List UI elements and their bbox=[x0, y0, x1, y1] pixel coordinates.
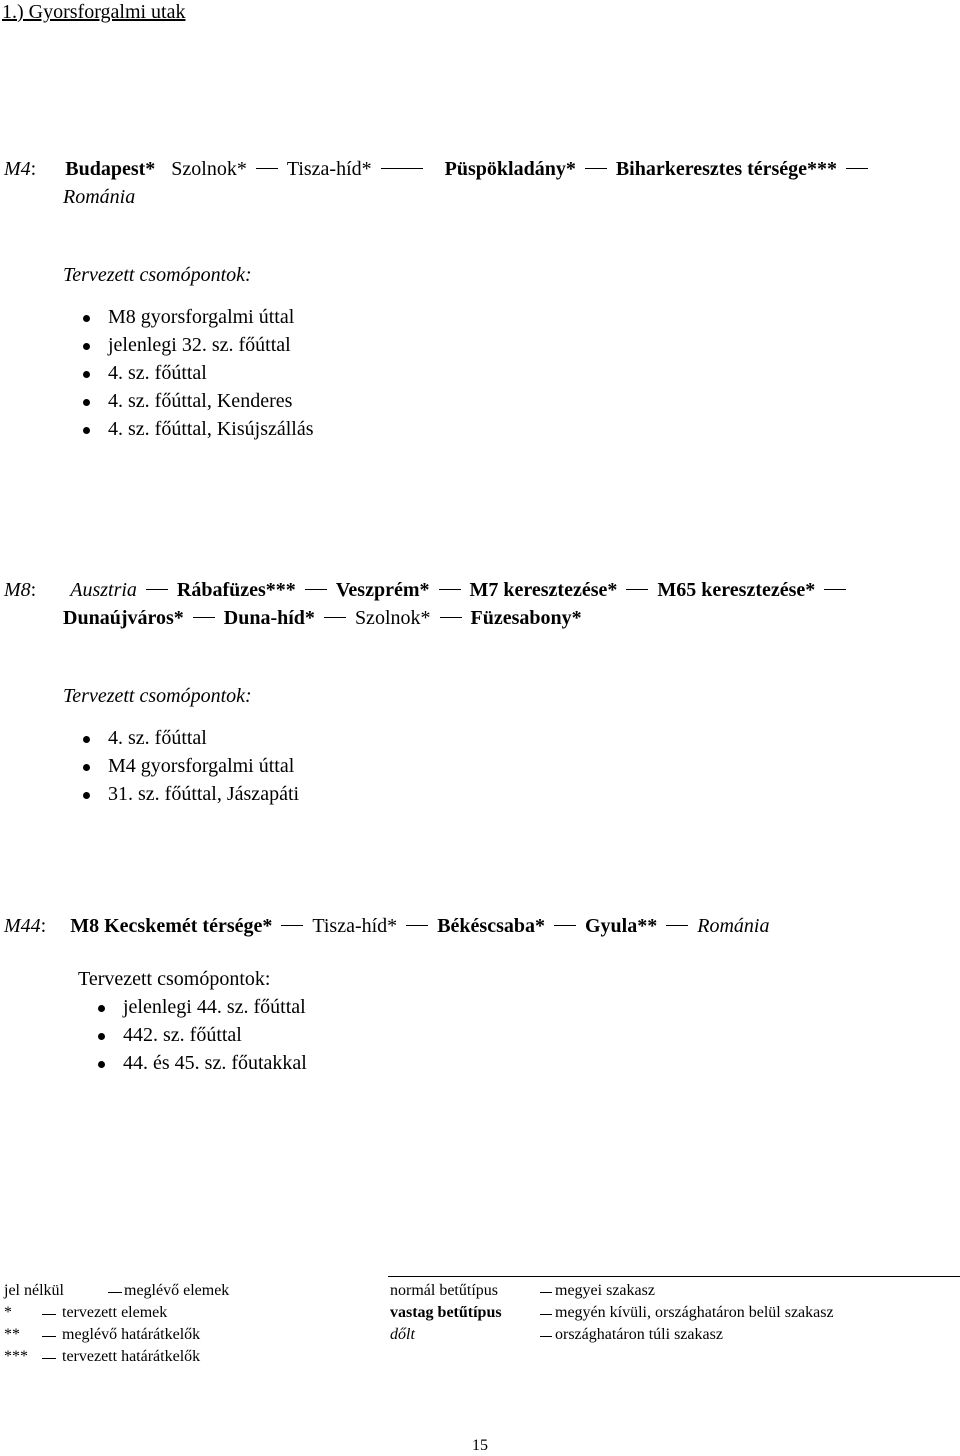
m8-stop-veszprem: Veszprém* bbox=[335, 579, 430, 601]
m8-code: M8 bbox=[4, 579, 31, 601]
route-dash bbox=[146, 589, 168, 590]
legend-dash bbox=[108, 1292, 122, 1293]
legend-desc: meglévő határátkelők bbox=[62, 1326, 201, 1343]
bullet-icon bbox=[83, 764, 90, 771]
list-item: M4 gyorsforgalmi úttal bbox=[108, 755, 295, 777]
list-item: 31. sz. főúttal, Jászapáti bbox=[108, 783, 300, 805]
route-dash bbox=[439, 589, 461, 590]
list-item: 4. sz. főúttal, Kisújszállás bbox=[108, 418, 314, 440]
list-item: 44. és 45. sz. főutakkal bbox=[123, 1052, 307, 1074]
m44-stop-bekescsaba: Békéscsaba* bbox=[437, 915, 545, 937]
m8-stop-szolnok: Szolnok* bbox=[354, 607, 431, 629]
m8-nodes-label: Tervezett csomópontok: bbox=[63, 685, 252, 707]
bullet-icon bbox=[83, 343, 90, 350]
m44-stop-tisza-hid: Tisza-híd* bbox=[312, 915, 398, 937]
legend-sym: * bbox=[4, 1304, 12, 1321]
route-dash bbox=[440, 617, 462, 618]
legend-dash bbox=[42, 1358, 56, 1359]
m8-route-line2 bbox=[63, 606, 582, 630]
m8-route-line1: M8 : Ausztria Rábafüzes*** Veszprém* M7 keresztezése* M65 keresztezése* bbox=[4, 578, 846, 602]
m4-nodes-label: Tervezett csomópontok: bbox=[63, 264, 252, 286]
m8-stop-dunaujvaros: Dunaújváros* bbox=[63, 607, 184, 629]
m8-stop-duna-hid: Duna-híd* bbox=[223, 607, 315, 629]
list-item: 4. sz. főúttal, Kenderes bbox=[108, 390, 293, 412]
m44-route-line: M44 : M8 Kecskemét térsége* Tisza-híd* Békéscsaba* Gyula** Románia bbox=[4, 915, 770, 937]
bullet-icon bbox=[98, 1005, 105, 1012]
m8-stop-m7: M7 keresztezése* bbox=[469, 579, 618, 601]
m44-code: M44 bbox=[4, 915, 41, 937]
route-dash bbox=[824, 589, 846, 590]
page-number: 15 bbox=[472, 1437, 488, 1454]
route-dash bbox=[846, 168, 868, 169]
route-dash bbox=[406, 925, 428, 926]
route-dash bbox=[305, 589, 327, 590]
bullet-icon bbox=[98, 1061, 105, 1068]
m4-route-line1: M4 : Budapest* Szolnok* Tisza-híd* Püspökladány* Biharkeresztes térsége*** bbox=[4, 157, 868, 181]
legend-sym: ** bbox=[4, 1326, 20, 1343]
legend-sym: *** bbox=[4, 1348, 28, 1365]
legend-sym-normal: normál betűtípus bbox=[390, 1282, 498, 1299]
m4-stop-tisza-hid: Tisza-híd* bbox=[286, 158, 372, 180]
m4-stop-szolnok: Szolnok* bbox=[171, 158, 247, 180]
list-item: 4. sz. főúttal bbox=[108, 362, 207, 384]
legend-sym-italic: dőlt bbox=[390, 1326, 415, 1343]
m4-stop-puspokladany: Püspökladány* bbox=[444, 158, 576, 180]
legend-dash bbox=[42, 1314, 56, 1315]
bullet-icon bbox=[83, 399, 90, 406]
m4-stop-budapest: Budapest* bbox=[65, 158, 156, 180]
legend-rule bbox=[388, 1276, 960, 1277]
legend-dash bbox=[540, 1292, 552, 1293]
m4-code: M4 bbox=[4, 158, 31, 180]
m44-stop-kecskemet: M8 Kecskemét térsége* bbox=[70, 915, 273, 937]
bullet-icon bbox=[83, 371, 90, 378]
list-item: 442. sz. főúttal bbox=[123, 1024, 242, 1046]
legend-dash bbox=[540, 1336, 552, 1337]
legend-desc: tervezett határátkelők bbox=[62, 1348, 201, 1365]
legend-dash bbox=[540, 1314, 552, 1315]
legend-desc: megyei szakasz bbox=[555, 1282, 655, 1299]
list-item: jelenlegi 44. sz. főúttal bbox=[123, 996, 306, 1018]
bullet-icon bbox=[83, 792, 90, 799]
legend-desc: megyén kívüli, országhatáron belül szakasz bbox=[555, 1304, 834, 1321]
route-dash bbox=[554, 925, 576, 926]
legend-sym: jel nélkül bbox=[4, 1282, 64, 1299]
m44-nodes-label: Tervezett csomópontok: bbox=[78, 968, 271, 990]
legend-dash bbox=[42, 1336, 56, 1337]
bullet-icon bbox=[98, 1033, 105, 1040]
list-item: jelenlegi 32. sz. főúttal bbox=[108, 334, 291, 356]
m44-stop-romania: Románia bbox=[697, 915, 770, 937]
m8-stop-rabafuzes: Rábafüzes*** bbox=[176, 579, 296, 601]
m8-stop-fuzesabony: Füzesabony* bbox=[470, 607, 582, 629]
legend-desc: meglévő elemek bbox=[124, 1282, 230, 1299]
route-dash bbox=[256, 168, 278, 169]
section-heading: 1.) Gyorsforgalmi utak bbox=[2, 1, 186, 23]
legend-desc: országhatáron túli szakasz bbox=[555, 1326, 723, 1343]
route-dash bbox=[324, 617, 346, 618]
route-dash bbox=[585, 168, 607, 169]
m4-stop-romania: Románia bbox=[63, 186, 136, 208]
route-dash bbox=[193, 617, 215, 618]
list-item: 4. sz. főúttal bbox=[108, 727, 207, 749]
route-dash bbox=[626, 589, 648, 590]
m8-stop-ausztria: Ausztria bbox=[70, 579, 137, 601]
m8-stop-m65: M65 keresztezése* bbox=[657, 579, 816, 601]
route-dash bbox=[281, 925, 303, 926]
m44-stop-gyula: Gyula** bbox=[584, 915, 658, 937]
bullet-icon bbox=[83, 736, 90, 743]
route-dash bbox=[666, 925, 688, 926]
bullet-icon bbox=[83, 315, 90, 322]
legend-sym-bold: vastag betűtípus bbox=[390, 1304, 502, 1321]
legend-desc: tervezett elemek bbox=[62, 1304, 168, 1321]
m4-stop-biharkeresztes: Biharkeresztes térsége*** bbox=[615, 158, 838, 180]
list-item: M8 gyorsforgalmi úttal bbox=[108, 306, 295, 328]
route-dash bbox=[381, 168, 423, 169]
bullet-icon bbox=[83, 427, 90, 434]
